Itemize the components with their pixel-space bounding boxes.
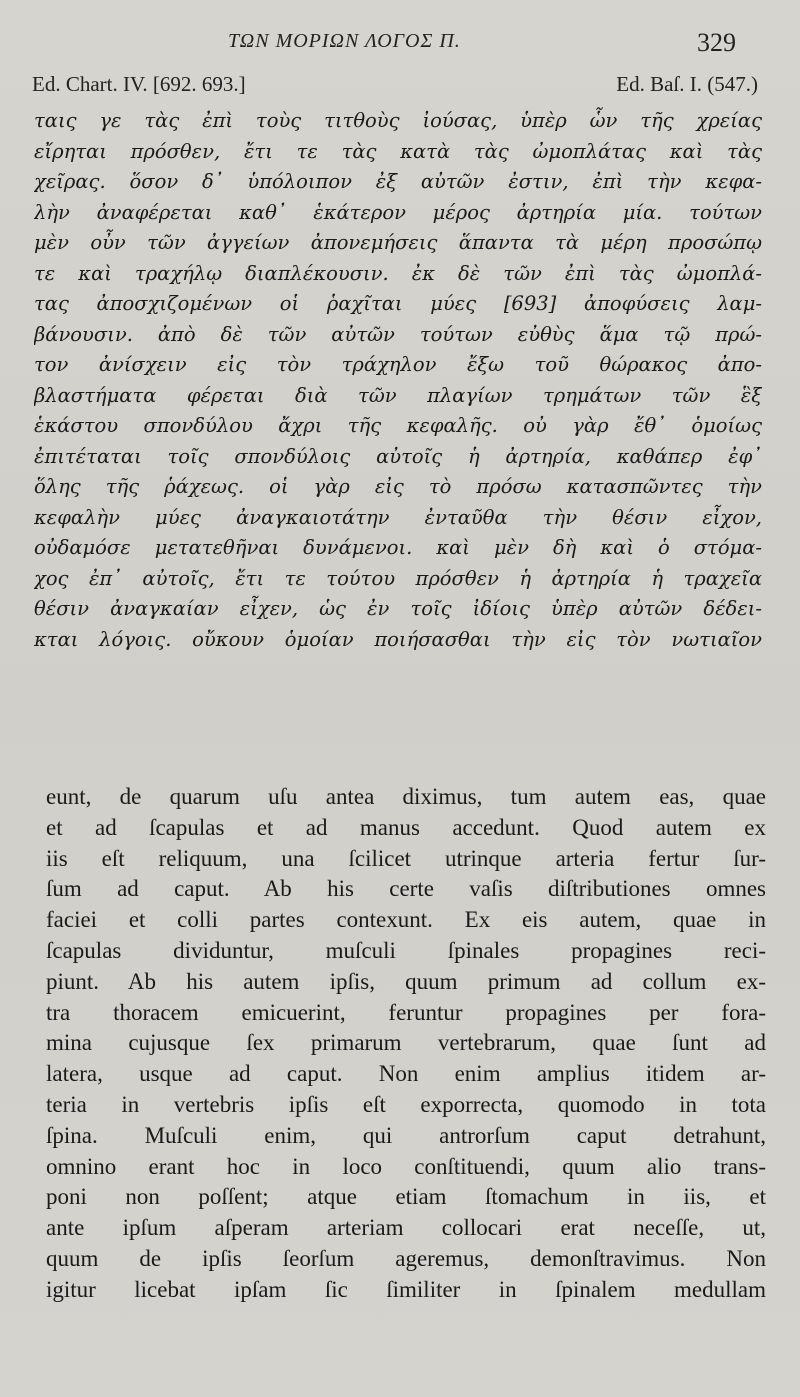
greek-line: ταις γε τὰς ἐπὶ τοὺς τιτθοὺς ἰούσας, ὑπὲρ ὧν τῆς χρείας [34, 109, 762, 132]
greek-line: μὲν οὖν τῶν ἀγγείων ἀπονεμήσεις ἅπαντα τὰ μέρη προσώπῳ [34, 231, 762, 254]
greek-line: ἐπιτέταται τοῖς σπονδύλοις αὐτοῖς ἡ ἀρτηρία, καθάπερ ἐφ᾽ [34, 444, 762, 468]
greek-line: ὅλης τῆς ῥάχεως. οἱ γὰρ εἰς τὸ πρόσω κατασπῶντες τὴν [34, 475, 762, 498]
greek-line: κται λόγοις. οὔκουν ὁμοίαν ποιήσασθαι τὴν εἰς τὸν νωτιαῖον [34, 627, 762, 651]
page-number: 329 [697, 28, 736, 57]
latin-text-block [46, 782, 766, 1306]
greek-line: κεφαλὴν μύες ἀναγκαιοτάτην ἐνταῦθα τὴν θέσιν εἶχον, [34, 505, 762, 529]
latin-line: omnino erant hoc in loco conſtituendi, quum alio trans- [46, 1153, 766, 1179]
latin-line: ſpina. Muſculi enim, qui antrorſum caput detrahunt, [46, 1122, 766, 1148]
latin-line: ſcapulas dividuntur, muſculi ſpinales propagines reci- [46, 937, 766, 963]
greek-line: τον ἀνίσχειν εἰς τὸν τράχηλον ἔξω τοῦ θώρακος ἀπο- [34, 353, 762, 376]
greek-line: τε καὶ τραχήλῳ διαπλέκουσιν. ἐκ δὲ τῶν ἐπὶ τὰς ὠμοπλά- [34, 261, 762, 285]
greek-line: βάνουσιν. ἀπὸ δὲ τῶν αὐτῶν τούτων εὐθὺς ἅμα τῷ πρώ- [34, 322, 762, 346]
latin-line: ſum ad caput. Ab his certe vaſis diſtributiones omnes [46, 876, 766, 902]
latin-line: eunt, de quarum uſu antea diximus, tum autem eas, quae [46, 784, 766, 809]
greek-text-block [34, 106, 762, 655]
latin-line: et ad ſcapulas et ad manus accedunt. Quod autem ex [46, 814, 766, 840]
greek-line: τας ἀποσχιζομένων οἱ ῥαχῖται μύες [693] ἀποφύσεις λαμ- [34, 292, 762, 315]
latin-line: quum de ipſis ſeorſum ageremus, demonſtravimus. Non [46, 1245, 766, 1271]
edition-basel-ref: Ed. Baſ. I. (547.) [616, 72, 758, 96]
greek-line: λὴν ἀναφέρεται καθ᾽ ἑκάτερον μέρος ἀρτηρία μία. τούτων [34, 200, 762, 224]
latin-line: faciei et colli partes contexunt. Ex eis autem, quae in [46, 907, 766, 933]
greek-line: χεῖρας. ὅσον δ᾽ ὑπόλοιπον ἐξ αὐτῶν ἐστιν, ἐπὶ τὴν κεφα- [34, 170, 762, 193]
latin-line: latera, usque ad caput. Non enim amplius itidem ar- [46, 1061, 766, 1087]
running-title: ΤΩΝ ΜΟΡΙΩΝ ΛΟΓΟΣ Π. [228, 30, 461, 52]
greek-line: οὐδαμόσε μετατεθῆναι δυνάμενοι. καὶ μὲν δὴ καὶ ὁ στόμα- [34, 536, 762, 559]
latin-line: igitur licebat ipſam ſic ſimiliter in ſpinalem medullam [46, 1276, 766, 1302]
latin-line: poni non poſſent; atque etiam ſtomachum in iis, et [46, 1184, 766, 1210]
latin-line: piunt. Ab his autem ipſis, quum primum ad collum ex- [46, 968, 766, 994]
greek-line: ἑκάστου σπονδύλου ἄχρι τῆς κεφαλῆς. οὐ γὰρ ἔθ᾽ ὁμοίως [34, 414, 762, 437]
greek-line: χος ἐπ᾽ αὐτοῖς, ἔτι τε τούτου πρόσθεν ἡ ἀρτηρία ἡ τραχεῖα [34, 566, 762, 590]
greek-line: βλαστήματα φέρεται διὰ τῶν πλαγίων τρημάτων τῶν ἓξ [34, 383, 762, 407]
running-head [0, 30, 800, 60]
latin-line: teria in vertebris ipſis eſt exporrecta, quomodo in tota [46, 1091, 766, 1117]
greek-line: θέσιν ἀναγκαίαν εἶχεν, ὡς ἐν τοῖς ἰδίοις ὑπὲρ αὐτῶν δέδει- [34, 597, 762, 620]
latin-line: ante ipſum aſperam arteriam collocari erat neceſſe, ut, [46, 1215, 766, 1241]
latin-line: iis eſt reliquum, una ſcilicet utrinque arteria fertur ſur- [46, 845, 766, 871]
greek-line: εἴρηται πρόσθεν, ἔτι τε τὰς κατὰ τὰς ὠμοπλάτας καὶ τὰς [34, 139, 762, 163]
latin-line: mina cujusque ſex primarum vertebrarum, quae ſunt ad [46, 1030, 766, 1056]
latin-line: tra thoracem emicuerint, feruntur propagines per fora- [46, 999, 766, 1025]
edition-references [32, 72, 758, 102]
edition-chartier-ref: Ed. Chart. IV. [692. 693.] [32, 72, 246, 96]
